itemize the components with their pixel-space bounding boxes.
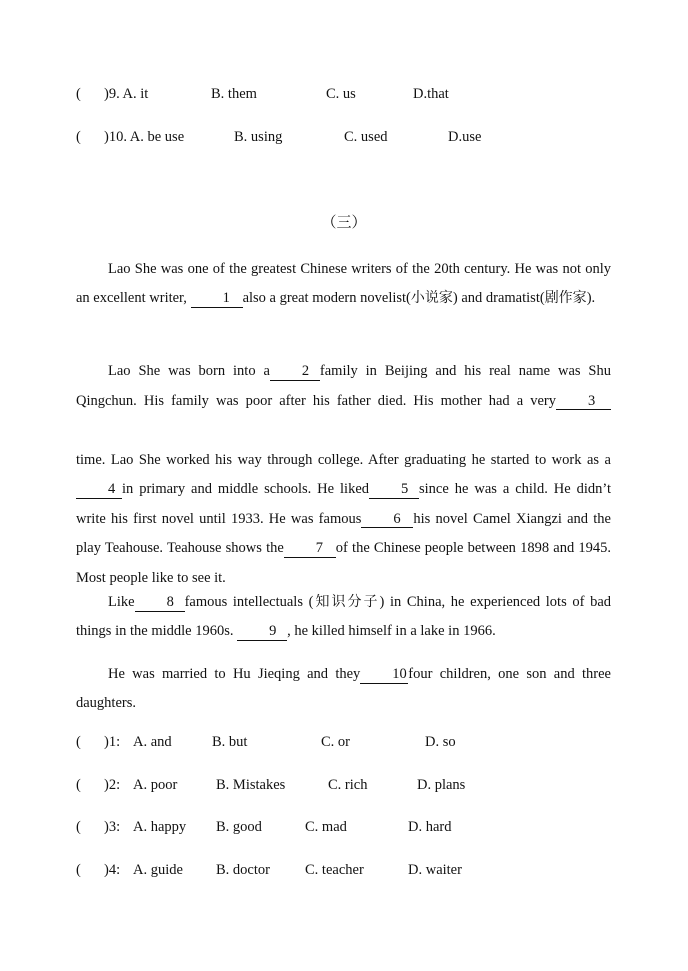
question-paren: (: [76, 86, 81, 102]
p3-text: Like: [108, 594, 135, 610]
option-a: A. poor: [133, 777, 178, 793]
blank-9: 9: [237, 624, 287, 641]
p2-text: Lao She was born into a: [108, 363, 270, 379]
option-b: B. using: [234, 129, 283, 145]
question-number: )1:: [104, 734, 121, 750]
question-paren: (: [76, 129, 81, 145]
p1-text: ) and dramatist(: [452, 290, 545, 306]
paragraph-3: [76, 588, 611, 646]
blank-1: 1: [191, 291, 243, 308]
p2-text: time. Lao She worked his way through college. After graduating he started to work as a: [76, 451, 611, 468]
blank-6: 6: [361, 512, 413, 529]
p2-text: since he was a child. He didn’t write his first novel until 1933. He was famous: [76, 481, 611, 527]
option-b: B. but: [212, 734, 248, 750]
question-paren: (: [76, 734, 81, 750]
p1-text: Lao She was one of the greatest Chinese writers of the 20th century. He was not only an excellent writer,: [76, 261, 611, 306]
question-number: )4:: [104, 862, 121, 878]
blank-7: 7: [284, 541, 336, 558]
question-paren: (: [76, 777, 81, 793]
p3-text: , he killed himself in a lake in 1966.: [287, 623, 496, 639]
p1-text: ).: [586, 290, 596, 306]
option-a: A. and: [133, 734, 172, 750]
question-number: )3:: [104, 819, 121, 835]
option-d: D. so: [425, 734, 456, 750]
p4-text: He was married to Hu Jieqing and they: [108, 666, 361, 682]
option-b: B. Mistakes: [216, 777, 286, 793]
p4-text: four children, one son and three daughters.: [76, 666, 611, 711]
p2-text: his novel Camel Xiangzi and the play Teahouse. Teahouse shows the: [76, 510, 611, 556]
option-b: B. doctor: [216, 862, 270, 878]
p1-chinese-gloss: 剧作家: [544, 290, 587, 306]
line-spacer: [76, 420, 611, 434]
option-d: D. waiter: [408, 862, 462, 878]
option-d: D.use: [448, 129, 482, 145]
option-c: C. rich: [328, 777, 368, 793]
p2-text: family in Beijing and his real name was Shu Qingchun. His family was poor after his father died. His mother had a very: [76, 363, 612, 409]
p3-chinese-gloss: 知识分子: [313, 594, 380, 610]
paragraph-2: [76, 357, 611, 593]
blank-10: 10: [360, 667, 408, 684]
paragraph-4: [76, 660, 611, 718]
question-number: )2:: [104, 777, 121, 793]
option-c: C. mad: [305, 819, 347, 835]
option-c: C. or: [321, 734, 350, 750]
question-number-option-a: )10. A. be use: [104, 129, 185, 145]
question-paren: (: [76, 862, 81, 878]
section-title: （三）: [321, 215, 367, 231]
option-c: C. us: [326, 86, 356, 102]
option-d: D. plans: [417, 777, 466, 793]
option-d: D. hard: [408, 819, 452, 835]
blank-8: 8: [135, 595, 185, 612]
option-d: D.that: [413, 86, 449, 102]
p2-text: of the Chinese people between 1898 and 1945. Most people like to see it.: [76, 540, 611, 586]
p3-text: famous intellectuals (: [184, 594, 314, 610]
p1-chinese-gloss: 小说家: [410, 290, 453, 306]
blank-3: 3: [556, 394, 611, 411]
option-c: C. used: [344, 129, 388, 145]
option-b: B. them: [211, 86, 257, 102]
paragraph-1: [76, 255, 611, 313]
p3-text: ) in China, he experienced lots of bad things in the middle 1960s.: [76, 594, 612, 639]
option-b: B. good: [216, 819, 262, 835]
blank-5: 5: [369, 482, 419, 499]
blank-4: 4: [76, 482, 122, 499]
option-a: A. happy: [133, 819, 187, 835]
blank-2: 2: [270, 364, 320, 381]
option-c: C. teacher: [305, 862, 364, 878]
option-a: A. guide: [133, 862, 183, 878]
p1-text: also a great modern novelist(: [242, 290, 411, 306]
question-number-option-a: )9. A. it: [104, 86, 149, 102]
question-paren: (: [76, 819, 81, 835]
p2-text: in primary and middle schools. He liked: [122, 481, 370, 497]
